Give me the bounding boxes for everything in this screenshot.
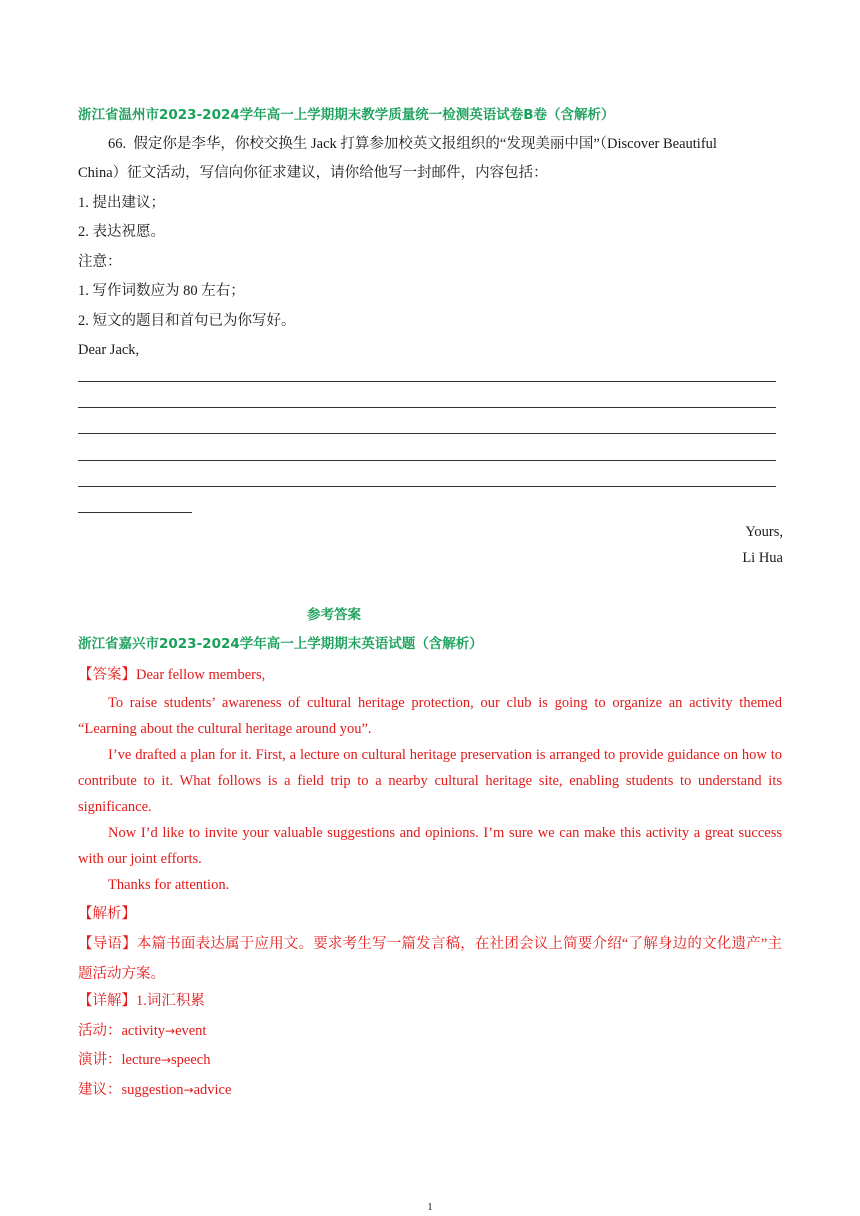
- salutation: Dear Jack,: [78, 342, 140, 358]
- detail-tag: 【详解】: [78, 993, 136, 1009]
- answer-tag: 【答案】: [78, 667, 136, 683]
- answer-heading: 参考答案: [307, 607, 361, 623]
- answer-line: [78, 665, 265, 685]
- arrow-icon: →: [183, 1083, 194, 1097]
- signature: Li Hua: [742, 550, 783, 566]
- guide-text: 本篇书面表达属于应用文。要求考生写一篇发言稿，在社团会议上简要介绍“了解身边的文化遗产”主题活动方案。: [78, 936, 783, 982]
- detail-line: [78, 991, 205, 1011]
- closing: Yours,: [745, 524, 783, 540]
- answer-paragraph: To raise students’ awareness of cultural heritage protection, our club is going to organize an activity themed “Learning about the cultural heritage around you”.: [78, 695, 782, 737]
- source-title-2: 浙江省嘉兴市2023-2024学年高一上学期期末英语试题（含解析）: [78, 636, 483, 652]
- analysis-tag: 【解析】: [78, 906, 136, 922]
- note-item: 1. 写作词数应为 80 左右；: [78, 283, 245, 299]
- vocab-item: 活动：activity→event: [78, 1023, 207, 1039]
- arrow-icon: →: [160, 1053, 172, 1067]
- question-number: 66.: [108, 136, 127, 152]
- guide-tag: 【导语】: [78, 936, 137, 952]
- writing-line: [78, 460, 776, 461]
- writing-line: [78, 381, 776, 382]
- note-item: 2. 短文的题目和首句已为你写好。: [78, 313, 296, 329]
- notes-label: 注意：: [78, 254, 122, 270]
- content-item: 1. 提出建议；: [78, 195, 165, 211]
- question-prompt-text-1: 假定你是李华，你校交换生 Jack 打算参加校英文报组织的“发现美丽中国”（Discover Beautiful: [133, 136, 717, 152]
- answer-paragraph: I’ve drafted a plan for it. First, a lecture on cultural heritage preservation is arranged to provide guidance on how to contribute to it. What follows is a field trip to a nearby cultural heritage site, enabling students to understand its significance.: [78, 747, 782, 815]
- answer-paragraph: Now I’d like to invite your valuable suggestions and opinions. I’m sure we can make this activity a great success with our joint efforts.: [78, 825, 782, 867]
- source-title-1: 浙江省温州市2023-2024学年高一上学期期末教学质量统一检测英语试卷B卷（含解析）: [78, 107, 615, 123]
- vocab-item: 演讲：lecture→speech: [78, 1052, 211, 1068]
- arrow-icon: →: [165, 1024, 176, 1038]
- writing-line: [78, 433, 776, 434]
- writing-line-short: [78, 512, 192, 513]
- guide-paragraph: [78, 929, 782, 989]
- question-prompt-line-2: China）征文活动，写信向你征求建议，请你给他写一封邮件，内容包括：: [78, 165, 548, 181]
- page-number: 1: [427, 1201, 433, 1213]
- content-item: 2. 表达祝愿。: [78, 224, 165, 240]
- detail-title: 1.词汇积累: [136, 993, 205, 1009]
- writing-line: [78, 407, 776, 408]
- answer-paragraph: Thanks for attention.: [108, 877, 230, 893]
- vocab-item: 建议：suggestion→advice: [78, 1082, 232, 1098]
- question-prompt-line-1: [108, 134, 717, 154]
- writing-line: [78, 486, 776, 487]
- answer-salutation: Dear fellow members,: [136, 667, 266, 683]
